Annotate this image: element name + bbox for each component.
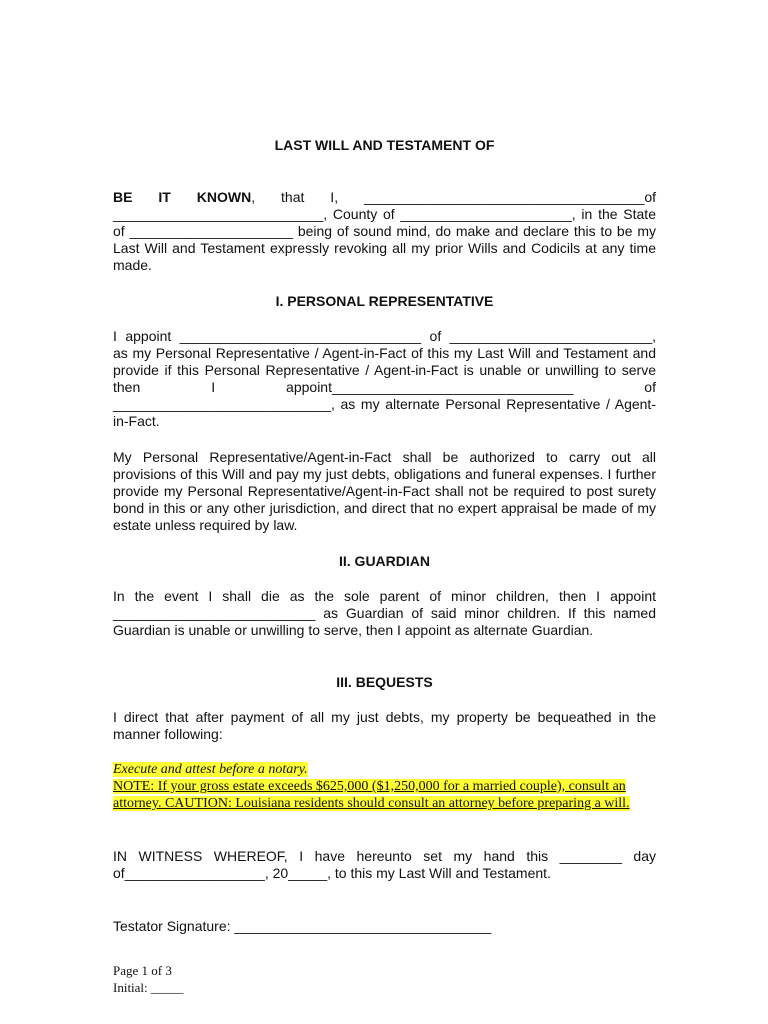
document-title: LAST WILL AND TESTAMENT OF xyxy=(274,137,495,153)
personal-representative-paragraph: I appoint _______________________________ of __________________________, as my Personal Representative / Agent-in-Fact of this my Last Will and Testament and provide if this Personal Representative / Agent-in-Fact is unable or unwilling to serve then I appoint_______________________________ of ____________________________, as my alternate Personal Representative / Agent-in-Fact. xyxy=(113,328,656,429)
page-footer xyxy=(113,962,183,996)
guardian-paragraph: In the event I shall die as the sole parent of minor children, then I appoint __________________________ as Guardian of said minor children. If this named Guardian is unable or unwilling to serve, then I appoint as alternate Guardian. xyxy=(113,588,656,638)
intro-paragraph xyxy=(113,189,656,274)
page-number: Page 1 of 3 xyxy=(113,963,172,978)
intro-lead: BE IT KNOWN xyxy=(113,189,252,205)
witness-paragraph: IN WITNESS WHEREOF, I have hereunto set my hand this ________ day of__________________, 20_____, to this my Last Will and Testament. xyxy=(113,848,656,881)
estate-caution: NOTE: If your gross estate exceeds $625,000 ($1,250,000 for a married couple), consult an attorney. CAUTION: Louisiana residents should consult an attorney before preparing a will. xyxy=(113,779,630,811)
section-heading-guardian: II. GUARDIAN xyxy=(339,553,430,569)
testator-signature-line: Testator Signature: _________________________________ xyxy=(113,918,492,934)
notary-note xyxy=(113,761,656,812)
section-heading-bequests: III. BEQUESTS xyxy=(336,674,433,690)
intro-text: , that I, ____________________________________of ___________________________, County of ______________________, in the State of _____________________ being of sound mind, do make and declare this to be my Last Will and Testament expressly revoking all my prior Wills and Codicils at any time made. xyxy=(113,189,657,273)
authority-paragraph: My Personal Representative/Agent-in-Fact shall be authorized to carry out all provisions of this Will and pay my just debts, obligations and funeral expenses. I further provide my Personal Representative/Agent-in-Fact shall not be required to post surety bond in this or any other jurisdiction, and direct that no expert appraisal be made of my estate unless required by law. xyxy=(113,449,656,533)
initial-line: Initial: _____ xyxy=(113,980,184,995)
notary-instruction: Execute and attest before a notary. xyxy=(113,762,308,777)
section-heading-personal-representative: I. PERSONAL REPRESENTATIVE xyxy=(275,293,494,309)
bequests-paragraph: I direct that after payment of all my just debts, my property be bequeathed in the manner following: xyxy=(113,709,656,742)
